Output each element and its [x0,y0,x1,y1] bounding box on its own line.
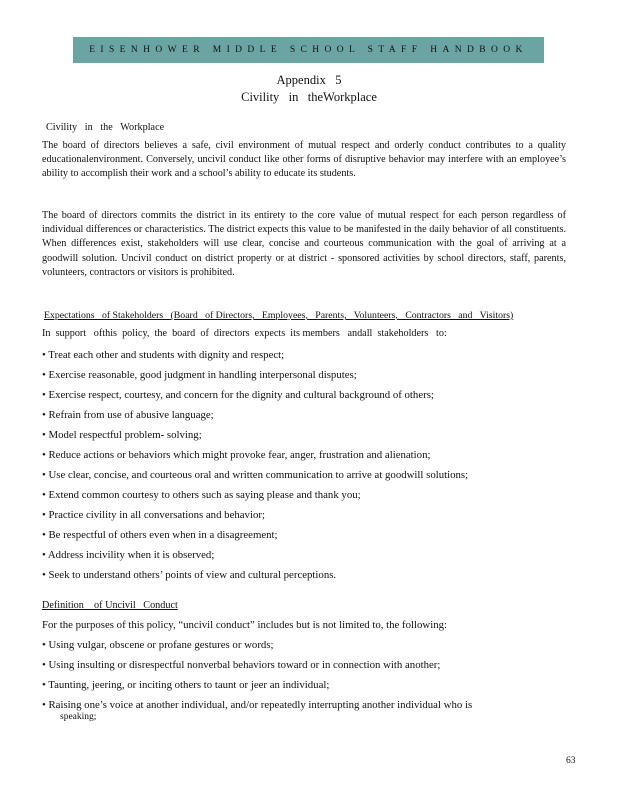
list-item: • Refrain from use of abusive language; [42,409,214,421]
section-heading-expectations: Expectations of Stakeholders (Board of Directors, Employees, Parents, Volunteers, Contractors and Visitors) [44,310,514,321]
appendix-subtitle: Civility in theWorkplace [241,90,377,104]
paragraph-civility-2: The board of directors commits the district in its entirety to the core value of mutual respect for each person regardless of individual differences or characteristics. The district expects this value to be manifested in the daily behavior of all constituents. When differences exist, stakeholders will use clear, concise and courteous communication with the goal of arriving at a goodwill solution. Uncivil conduct on district property or at district - sponsored activities by school directors, staff, parents, volunteers, contractors or visitors is prohibited. [42,210,566,278]
list-item: • Seek to understand others’ points of view and cultural perceptions. [42,569,337,581]
section-heading-uncivil-conduct: Definition of Uncivil Conduct [42,600,178,611]
appendix-title [0,72,618,106]
list-item: • Raising one’s voice at another individual, and/or repeatedly interrupting another individual who is [42,699,473,711]
list-item: • Use clear, concise, and courteous oral and written communication to arrive at goodwill solutions; [42,469,469,481]
section-heading-civility: Civility in the Workplace [46,122,165,133]
list-item: • Exercise reasonable, good judgment in handling interpersonal disputes; [42,369,357,381]
list-item: • Model respectful problem- solving; [42,429,202,441]
list-item: • Address incivility when it is observed; [42,549,215,561]
uncivil-conduct-lead: For the purposes of this policy, “uncivil conduct” includes but is not limited to, the following: [42,619,448,631]
handbook-title: EISENHOWER MIDDLE SCHOOL STAFF HANDBOOK [89,45,528,55]
list-item: • Taunting, jeering, or inciting others to taunt or jeer an individual; [42,679,330,691]
list-item-continuation: speaking; [60,712,97,722]
expectations-list [42,345,566,585]
list-item: • Using vulgar, obscene or profane gestures or words; [42,639,274,651]
uncivil-conduct-list [42,635,566,695]
expectations-lead: In support ofthis policy, the board of directors expects its members andall stakeholders to: [42,328,447,339]
list-item: • Be respectful of others even when in a disagreement; [42,529,278,541]
list-item: • Treat each other and students with dignity and respect; [42,349,285,361]
page-number: 63 [566,756,576,766]
paragraph-civility-1: The board of directors believes a safe, civil environment of mutual respect and orderly conduct contributes to a quality educationalenvironment. Conversely, uncivil conduct like other forms of disruptive behavior may interfere with an employee’s ability to accomplish their work and a school’s ability to educate its students. [42,140,566,180]
list-item: • Practice civility in all conversations and behavior; [42,509,265,521]
list-item: • Exercise respect, courtesy, and concern for the dignity and cultural background of others; [42,389,434,401]
list-item: • Extend common courtesy to others such as saying please and thank you; [42,489,361,501]
handbook-header-band [73,37,544,63]
list-item: • Reduce actions or behaviors which might provoke fear, anger, frustration and alienation; [42,449,431,461]
appendix-number: Appendix 5 [276,73,342,87]
list-item: • Using insulting or disrespectful nonverbal behaviors toward or in connection with another; [42,659,441,671]
